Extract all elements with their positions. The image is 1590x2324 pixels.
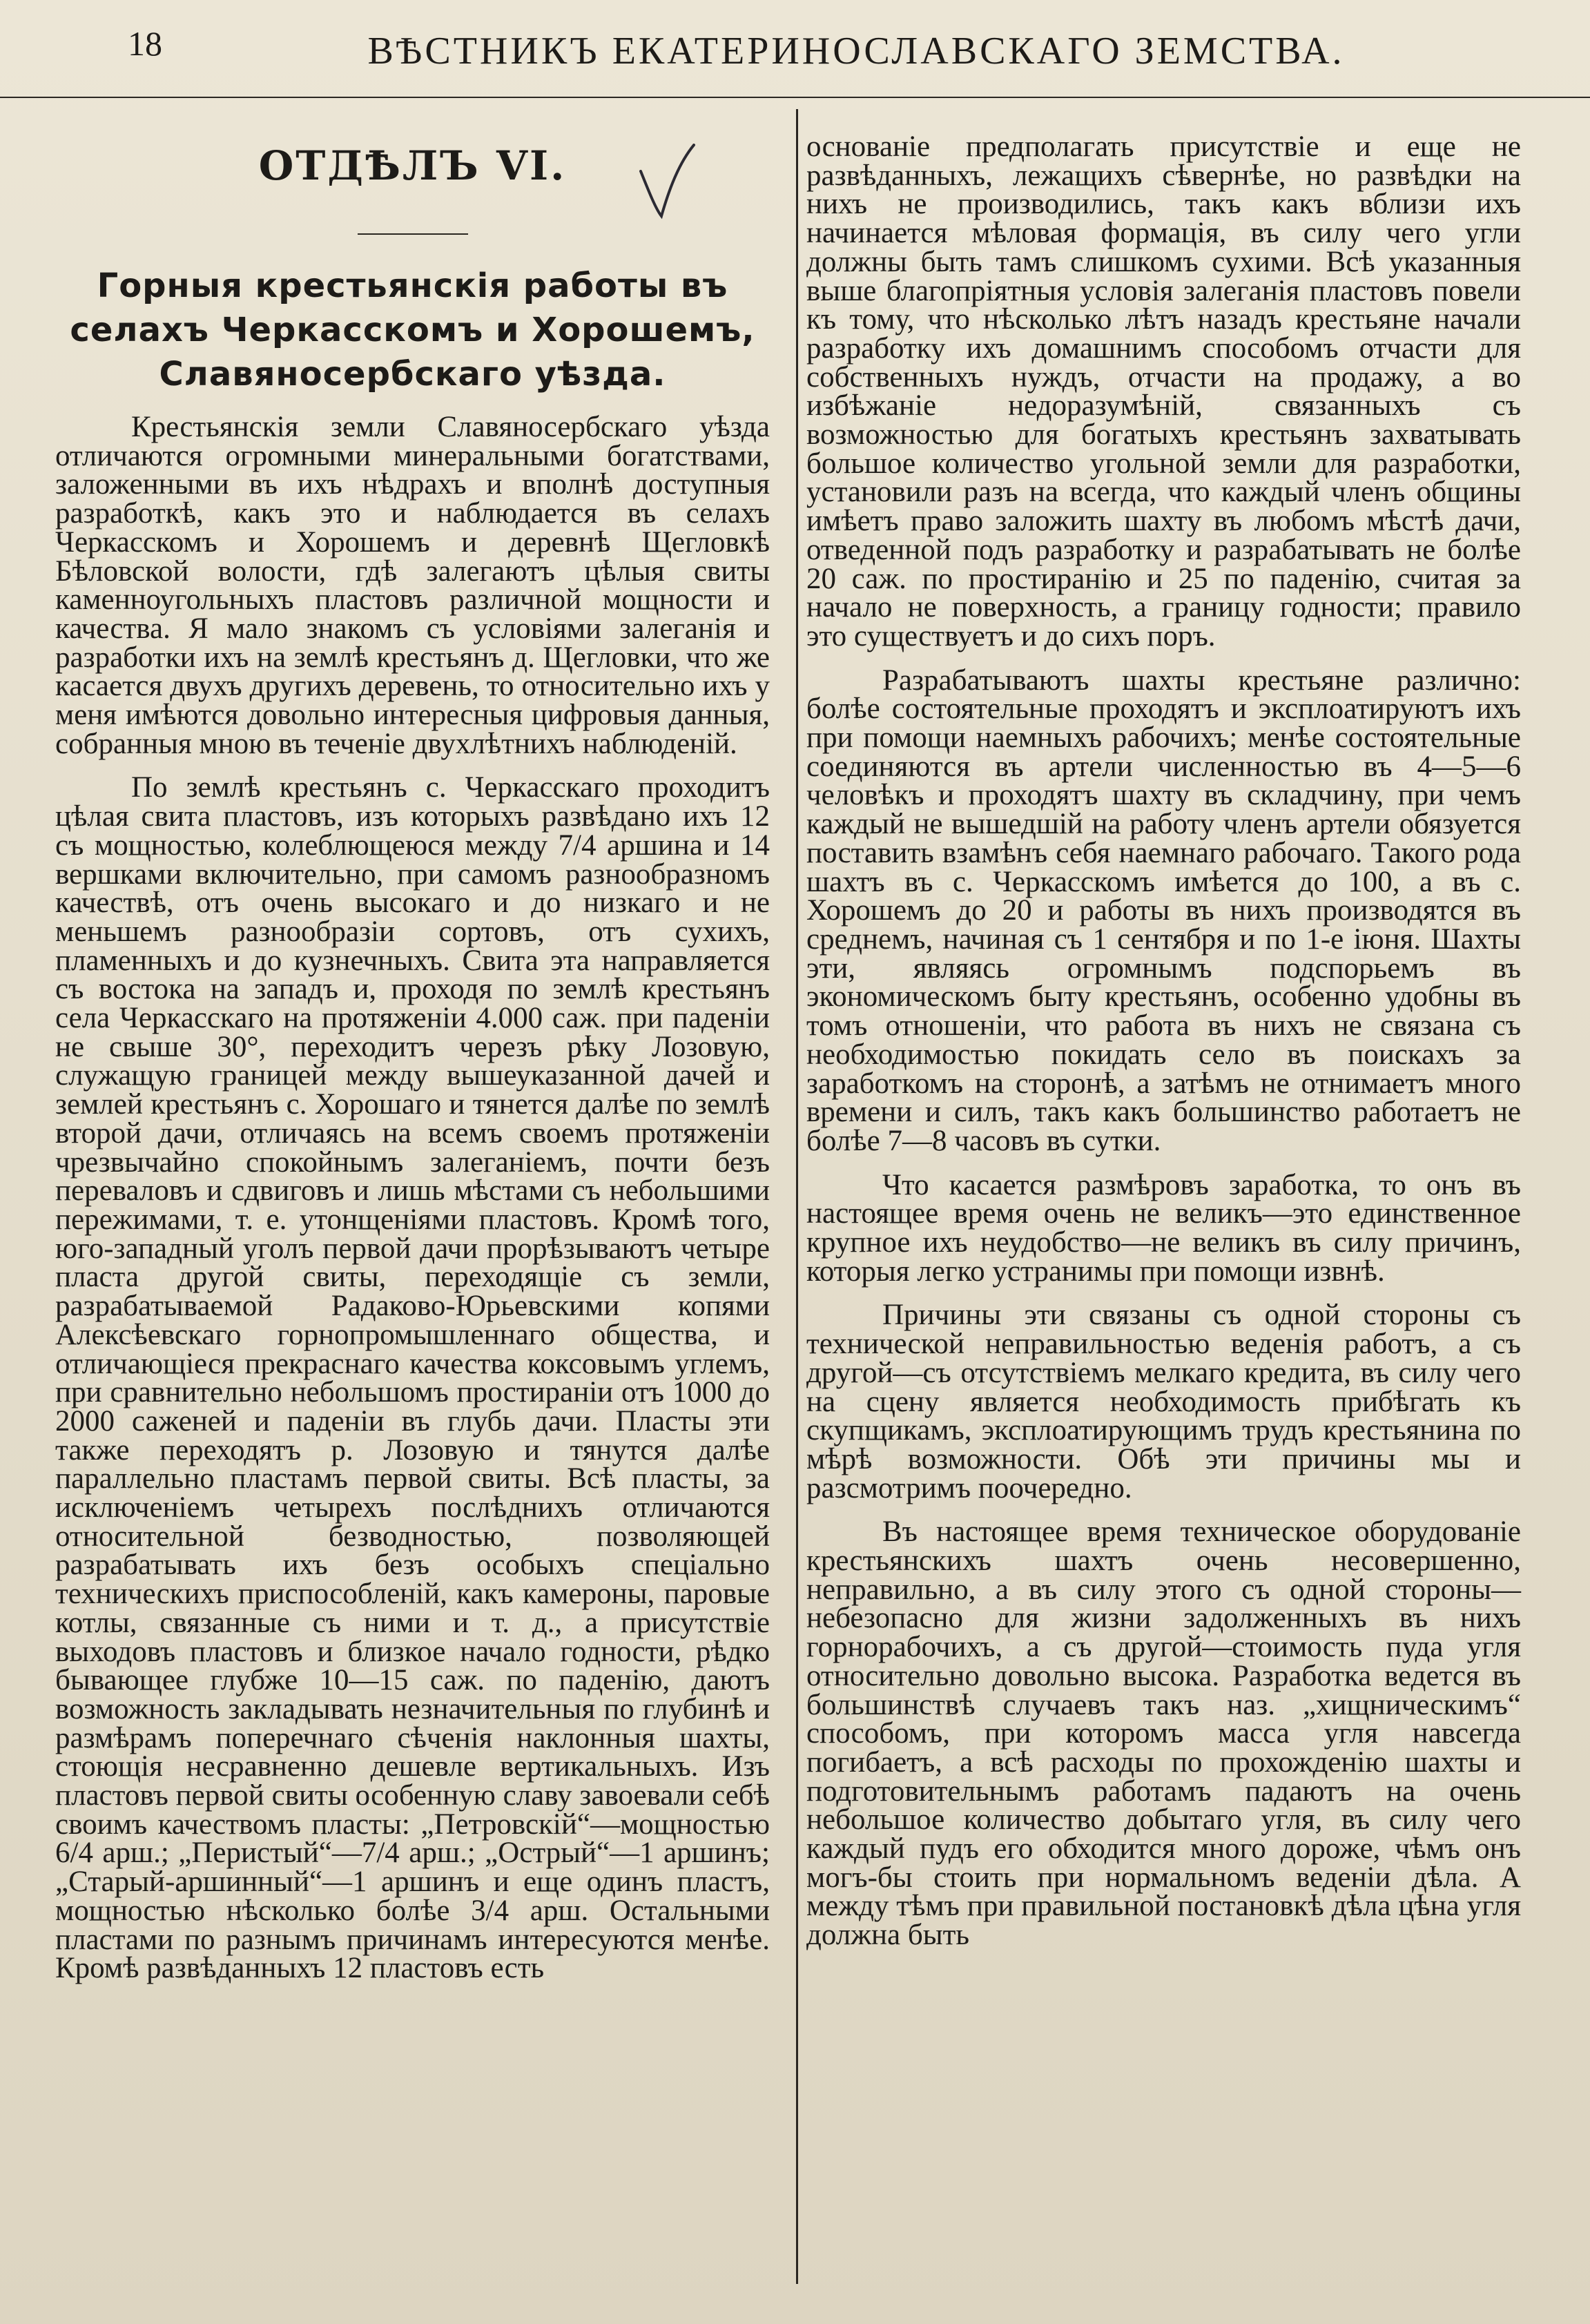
right-paragraph-4: Причины эти связаны съ одной стороны съ технической неправильностью веденія работъ, а съ другой—съ отсутствіемъ мелкаго кредита, въ силу чего на сцену является необходимость прибѣгать къ скупщикамъ, эксплоатирующимъ трудъ крестьянина по мѣрѣ возможности. Обѣ эти причины мы и разсмотримъ поочередно. <box>806 1299 1521 1504</box>
page-header <box>0 0 1590 98</box>
right-paragraph-1: основаніе предполагать присутствіе и еще не развѣданныхъ, лежащихъ сѣвернѣе, но развѣдки на нихъ не производились, такъ какъ вблизи ихъ начинается мѣловая формація, въ силу чего угли должны быть тамъ слишкомъ сухими. Всѣ указанныя выше благопріятныя условія залеганія пластовъ повели къ тому, что нѣсколько лѣтъ назадъ крестьяне начали разработку ихъ домашнимъ способомъ отчасти для собственныхъ нуждъ, отчасти на продажу, а во избѣжаніе недоразумѣній, связанныхъ съ возможностью для богатыхъ крестьянъ захватывать большое количество угольной земли для разработки, установили разъ на всегда, что каждый членъ общины имѣетъ право заложить шахту въ любомъ мѣстѣ дачи, отведенной подъ разработку и разрабатывать не болѣе 20 саж. по простиранію и 25 по паденію, считая за начало не поверхность, а границу годности; правило это существуетъ и до сихъ поръ. <box>806 130 1521 652</box>
left-column <box>55 117 770 1998</box>
right-paragraph-5: Въ настоящее время техническое оборудованіе крестьянскихъ шахтъ очень несовершенно, неправильно, а въ силу этого съ одной стороны—небезопасно для жизни задолженныхъ въ нихъ горнорабочихъ, а съ другой—стоимость пуда угля относительно довольно высока. Разработка ведется въ большинствѣ случаевъ такъ наз. „хищническимъ“ способомъ, при которомъ масса угля навсегда погибаетъ, а всѣ расходы по прохожденію шахты и подготовительнымъ работамъ падаютъ на очень небольшое количество добытаго угля, въ силу чего каждый пудъ его обходится много дороже, чѣмъ онъ могъ-бы стоить при нормальномъ веденіи дѣла. А между тѣмъ при правильной постановкѣ дѣла цѣна угля должна быть <box>806 1516 1521 1952</box>
page-number: 18 <box>128 24 162 63</box>
right-column <box>806 130 1521 1965</box>
section-heading <box>55 138 770 193</box>
right-paragraph-3: Что касается размѣровъ заработка, то онъ въ настоящее время очень не великъ—это единственное крупное ихъ неудобство—не великъ въ силу причинъ, которыя легко устранимы при помощи извнѣ. <box>806 1168 1521 1288</box>
section-title: ОТДѢЛЪ VI. <box>258 142 567 189</box>
article-title: Горныя крестьянскія работы въ селахъ Черкасскомъ и Хорошемъ, Славяносербскаго уѣзда. <box>70 267 755 394</box>
left-paragraph-2: По землѣ крестьянъ с. Черкасскаго проходитъ цѣлая свита пластовъ, изъ которыхъ развѣдано ихъ 12 съ мощностью, колеблющеюся между 7/4 аршина и 14 вершками включительно, при самомъ разнообразномъ качествѣ, отъ очень высокаго и до низкаго и не меньшемъ разнообразіи сортовъ, отъ сухихъ, пламенныхъ и до кузнечныхъ. Свита эта направляется съ востока на западъ и, проходя по землѣ крестьянъ села Черкасскаго на протяженіи 4.000 саж. при паденіи не свыше 30°, переходитъ черезъ рѣку Лозовую, служащую границей между вышеуказанной дачей и землей крестьянъ с. Хорошаго и тянется далѣе по землѣ второй дачи, отличаясь на всемъ своемъ протяженіи чрезвычайно спокойнымъ залеганіемъ, почти безъ переваловъ и сдвиговъ и лишь мѣстами съ небольшими пережимами, т. е. утонщеніями пластовъ. Кромѣ того, юго-западный уголъ первой дачи прорѣзываютъ четыре пласта другой свиты, переходящіе съ земли, разрабатываемой Радаково-Юрьевскими копями Алексѣевскаго горнопромышленнаго общества, и отличающіеся прекраснаго качества коксовымъ углемъ, при сравнительно небольшомъ простираніи отъ 1000 до 2000 саженей и паденіи въ глубь дачи. Пласты эти также переходятъ р. Лозовую и тянутся далѣе параллельно пластамъ первой свиты. Всѣ пласты, за исключеніемъ четырехъ послѣднихъ отличаются относительной безводностью, позволяющей разрабатывать ихъ безъ особыхъ спеціально техническихъ приспособленій, какъ камероны, паровые котлы, связанные съ ними и т. д., а присутствіе выходовъ пластовъ и близкое начало годности, рѣдко бывающее глубже 10—15 саж. по паденію, даютъ возможность закладывать незначительныя по глубинѣ и размѣрамъ поперечнаго сѣченія наклонныя шахты, стоющія несравненно дешевле вертикальныхъ. Изъ пластовъ первой свиты особенную славу завоевали себѣ своимъ качествомъ пласты: „Петровскій“—мощностью 6/4 арш.; „Перистый“—7/4 арш.; „Острый“—1 аршинъ; „Старый-аршинный“—1 аршинъ и еще одинъ пластъ, мощностью нѣсколько болѣе 3/4 арш. Остальными пластами по разнымъ причинамъ интересуются менѣе. Кромѣ развѣданныхъ 12 пластовъ есть <box>55 771 770 1985</box>
journal-title: ВѢСТНИКЪ ЕКАТЕРИНОСЛАВСКАГО ЗЕМСТВА. <box>367 30 1345 72</box>
right-paragraph-2: Разрабатываютъ шахты крестьяне различно: болѣе состоятельные проходятъ и эксплоатируютъ ихъ при помощи наемныхъ рабочихъ; менѣе состоятельные соединяются въ артели численностью въ 4—5—6 человѣкъ и проходятъ шахту въ складчину, при чемъ каждый не вышедшій на работу членъ артели обязуется поставить взамѣнъ себя наемнаго рабочаго. Такого рода шахтъ въ с. Черкасскомъ имѣется до 100, а въ с. Хорошемъ до 20 и работы въ нихъ производятся въ среднемъ, начиная съ 1 сентября и по 1-е іюня. Шахты эти, являясь огромнымъ подспорьемъ въ экономическомъ быту крестьянъ, особенно удобны въ томъ отношеніи, что работа въ нихъ не связана съ необходимостью покидать село въ поискахъ за заработкомъ на сторонѣ, а затѣмъ не отнимаетъ много времени и силъ, такъ какъ большинство работаетъ не болѣе 7—8 часовъ въ сутки. <box>806 664 1521 1157</box>
column-divider <box>796 109 798 2284</box>
left-paragraph-1: Крестьянскія земли Славяносербскаго уѣзда отличаются огромными минеральными богатствами, заложенными въ ихъ нѣдрахъ и вполнѣ доступныя разработкѣ, какъ это и наблюдается въ селахъ Черкасскомъ и Хорошемъ и деревнѣ Щегловкѣ Бѣловской волости, гдѣ залегаютъ цѣлыя свиты каменноугольныхъ пластовъ различной мощности и качества. Я мало знакомъ съ условіями залеганія и разработки ихъ на землѣ крестьянъ д. Щегловки, что же касается двухъ другихъ деревень, то относительно ихъ у меня имѣются довольно интересныя цифровыя данныя, собранныя мною въ теченіе двухлѣтнихъ наблюденій. <box>55 411 770 760</box>
handwritten-check-mark-icon <box>635 144 697 220</box>
title-rule <box>358 233 468 235</box>
